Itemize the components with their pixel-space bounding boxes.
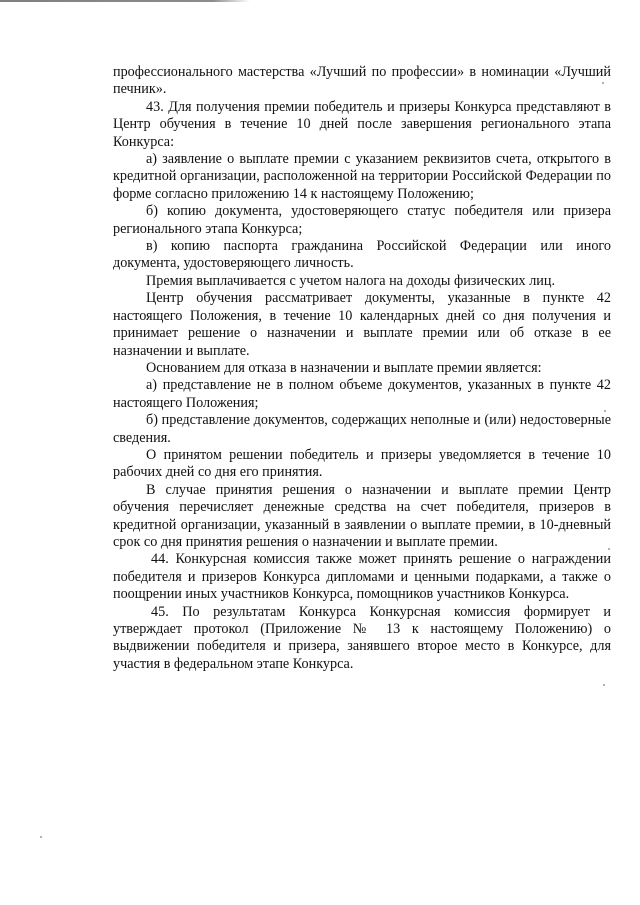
paragraph-review: Центр обучения рассматривает документы, указанные в пункте 42 настоящего Положения, в течение 10 календарных дней со дня получения и принимает решение о назначении и выплате премии или об отказе в ее назначении и выплате. bbox=[113, 290, 611, 359]
paragraph-item-45: 45. По результатам Конкурса Конкурсная комиссия формирует и утверждает протокол (Приложение № 13 к настоящему Положению) о выдвижении победителя и призера, занявшего второе место в Конкурсе, для участия в федеральном этапе Конкурса. bbox=[113, 603, 611, 672]
scan-speck bbox=[608, 548, 610, 550]
paragraph-43-b: б) копию документа, удостоверяющего статус победителя или призера регионального этапа Конкурса; bbox=[113, 203, 611, 237]
paragraph-refusal-b: б) представление документов, содержащих неполные и (или) недостоверные сведения. bbox=[113, 412, 611, 446]
paragraph-item-43: 43. Для получения премии победитель и призеры Конкурса представляют в Центр обучения в течение 10 дней после завершения регионального этапа Конкурса: bbox=[113, 98, 611, 150]
paragraph-tax-note: Премия выплачивается с учетом налога на доходы физических лиц. bbox=[146, 272, 556, 289]
paragraph-refusal-grounds: Основанием для отказа в назначении и выплате премии является: bbox=[146, 359, 542, 376]
scan-edge-line bbox=[0, 0, 250, 2]
paragraph-notification: О принятом решении победитель и призеры уведомляется в течение 10 рабочих дней со дня его принятия. bbox=[113, 446, 611, 481]
scan-speck bbox=[40, 836, 42, 838]
paragraph-payment: В случае принятия решения о назначении и выплате премии Центр обучения перечисляет денежные средства на счет победителя, призеров в кредитной организации, указанный в заявлении о выплате премии, в 10-дневный срок со дня принятия решения о назначении и выплате премии. bbox=[113, 481, 611, 550]
scan-speck bbox=[603, 684, 605, 686]
scan-speck bbox=[604, 410, 606, 412]
paragraph-item-44: 44. Конкурсная комиссия также может принять решение о награждении победителя и призеров Конкурса дипломами и ценными подарками, а также о поощрении иных участников Конкурса, помощников участников Конкурса. bbox=[113, 551, 611, 603]
document-page bbox=[113, 64, 611, 673]
paragraph-refusal-a: а) представление не в полном объеме документов, указанных в пункте 42 настоящего Положения; bbox=[113, 377, 611, 411]
scan-speck bbox=[602, 82, 604, 84]
paragraph-43-v: в) копию паспорта гражданина Российской Федерации или иного документа, удостоверяющего личность. bbox=[113, 238, 611, 272]
paragraph-continuation: профессионального мастерства «Лучший по профессии» в номинации «Лучший печник». bbox=[113, 64, 611, 98]
paragraph-43-a: а) заявление о выплате премии с указанием реквизитов счета, открытого в кредитной организации, расположенной на территории Российской Федерации по форме согласно приложению 14 к настоящему Положению; bbox=[113, 151, 611, 202]
